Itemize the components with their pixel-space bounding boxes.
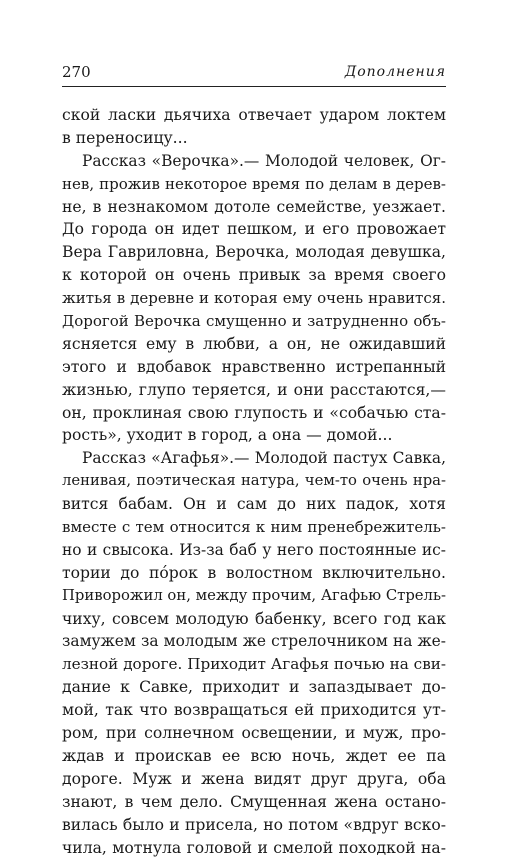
text-line: До города он идет пешком, и его провожает — [62, 218, 446, 241]
text-line: Вера Гавриловна, Верочка, молодая девушка, — [62, 241, 446, 264]
text-line: мой, так что возвращаться ей приходится ут- — [62, 699, 446, 722]
text-line: рость», уходит в город, а она — домой... — [62, 424, 446, 447]
page-number: 270 — [62, 62, 91, 82]
text-line: но и свысока. Из-за баб у него постоянные ис- — [62, 539, 446, 562]
text-line: не, в незнакомом дотоле семействе, уезжает. — [62, 196, 446, 219]
text-line: вилась было и присела, но потом «вдруг вско- — [62, 814, 446, 837]
text-line: чиху, совсем молодую бабенку, всего год как — [62, 608, 446, 631]
text-line: к которой он очень привык за время своего — [62, 264, 446, 287]
text-line: дороге. Муж и жена видят друг друга, оба — [62, 768, 446, 791]
text-line: жизнью, глупо теряется, и они расстаются,— — [62, 379, 446, 402]
text-line: лезной дороге. Приходит Агафья почью на сви- — [62, 653, 446, 676]
running-head: Дополнения — [345, 62, 446, 82]
book-page — [62, 62, 446, 859]
text-line: Дорогой Верочка смущенно и затрудненно объ- — [62, 310, 446, 333]
text-line: в переносицу... — [62, 127, 446, 150]
text-line: ром, при солнечном освещении, и муж, про- — [62, 722, 446, 745]
text-line: Приворожил он, между прочим, Агафью Стрель- — [62, 585, 446, 608]
text-line: нев, прожив некоторое время по делам в дерев- — [62, 173, 446, 196]
text-line: знают, в чем дело. Смущенная жена остано- — [62, 791, 446, 814]
header-rule — [62, 86, 446, 87]
text-line: ской ласки дьячиха отвечает ударом локтем — [62, 104, 446, 127]
text-line: он, проклиная свою глупость и «собачью ста- — [62, 402, 446, 425]
text-line: житья в деревне и которая ему очень нравится. — [62, 287, 446, 310]
text-line: вится бабам. Он и сам до них падок, хотя — [62, 493, 446, 516]
body-text — [62, 104, 446, 859]
text-line: ленивая, поэтическая натура, чем-то очень нра- — [62, 470, 446, 493]
text-line: этого и вдобавок нравственно истрепанный — [62, 356, 446, 379]
text-line: вместе с тем относится к ним пренебрежитель- — [62, 516, 446, 539]
text-line: тории до пόрок в волостном включительно. — [62, 562, 446, 585]
text-line: Рассказ «Верочка».— Молодой человек, Ог- — [62, 150, 446, 173]
text-line: ясняется ему в любви, а он, не ожидавший — [62, 333, 446, 356]
text-line: замужем за молодым же стрелочником на же- — [62, 630, 446, 653]
page-header — [62, 62, 446, 84]
text-line: Рассказ «Агафья».— Молодой пастух Савка, — [62, 447, 446, 470]
text-line: ждав и проискав ее всю ночь, ждет ее па — [62, 745, 446, 768]
text-line: чила, мотнула головой и смелой походкой на- — [62, 837, 446, 859]
text-line: дание к Савке, приходит и запаздывает до- — [62, 676, 446, 699]
